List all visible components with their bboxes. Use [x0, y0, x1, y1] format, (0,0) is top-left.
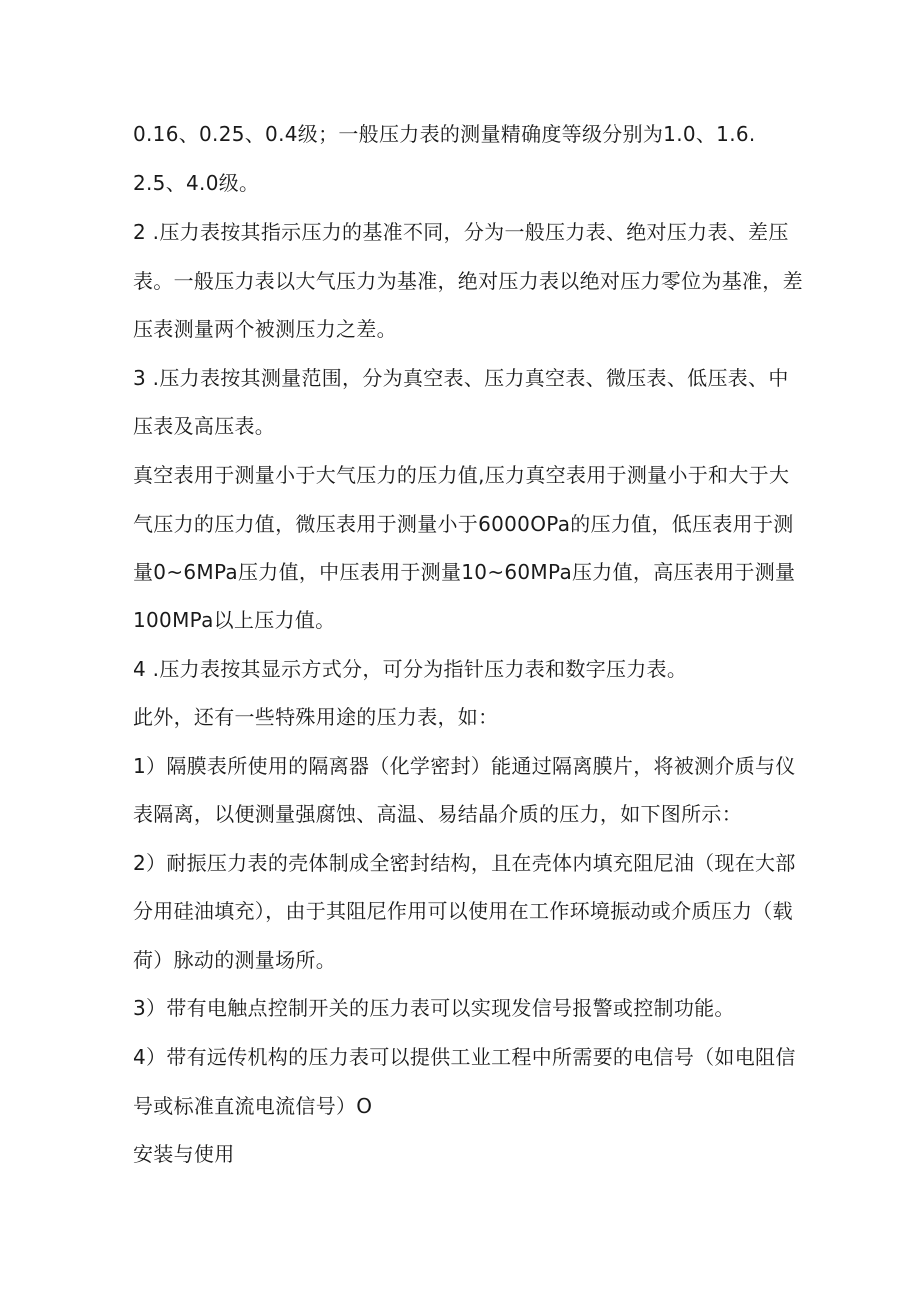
text-line: 2 .压力表按其指示压力的基准不同，分为一般压力表、绝对压力表、差压	[133, 220, 789, 244]
text-line: 3）带有电触点控制开关的压力表可以实现发信号报警或控制功能。	[133, 996, 735, 1020]
text-line: 表隔离，以便测量强腐蚀、高温、易结晶介质的压力，如下图所示：	[133, 802, 742, 826]
text-line: 压表及高压表。	[133, 414, 276, 438]
text-line: 1）隔膜表所使用的隔离器（化学密封）能通过隔离膜片，将被测介质与仪	[133, 754, 796, 778]
text-line: 0.16、0.25、0.4级；一般压力表的测量精确度等级分别为1.0、1.6.	[133, 122, 756, 146]
text-line: 压表测量两个被测压力之差。	[133, 317, 397, 341]
text-line: 2.5、4.0级。	[133, 171, 260, 195]
text-line: 4）带有远传机构的压力表可以提供工业工程中所需要的电信号（如电阻信	[133, 1045, 796, 1069]
text-line: 4 .压力表按其显示方式分，可分为指针压力表和数字压力表。	[133, 657, 688, 681]
text-line: 真空表用于测量小于大气压力的压力值,压力真空表用于测量小于和大于大	[133, 463, 790, 487]
text-line: 100MPa以上压力值。	[133, 608, 336, 632]
text-line: 号或标准直流电流信号）O	[133, 1094, 373, 1118]
text-line: 气压力的压力值，微压表用于测量小于6000OPa的压力值，低压表用于测	[133, 512, 794, 536]
section-heading: 安装与使用	[133, 1142, 235, 1166]
text-line: 2）耐振压力表的壳体制成全密封结构，且在壳体内填充阻尼油（现在大部	[133, 851, 796, 875]
text-line: 表。一般压力表以大气压力为基准，绝对压力表以绝对压力零位为基准，差	[133, 269, 803, 293]
text-line: 分用硅油填充），由于其阻尼作用可以使用在工作环境振动或介质压力（载	[133, 899, 793, 923]
text-line: 此外，还有一些特殊用途的压力表，如：	[133, 705, 499, 729]
text-line: 3 .压力表按其测量范围，分为真空表、压力真空表、微压表、低压表、中	[133, 366, 789, 390]
text-line: 荷）脉动的测量场所。	[133, 948, 336, 972]
text-line: 量0~6MPa压力值，中压表用于测量10~60MPa压力值，高压表用于测量	[133, 560, 796, 584]
